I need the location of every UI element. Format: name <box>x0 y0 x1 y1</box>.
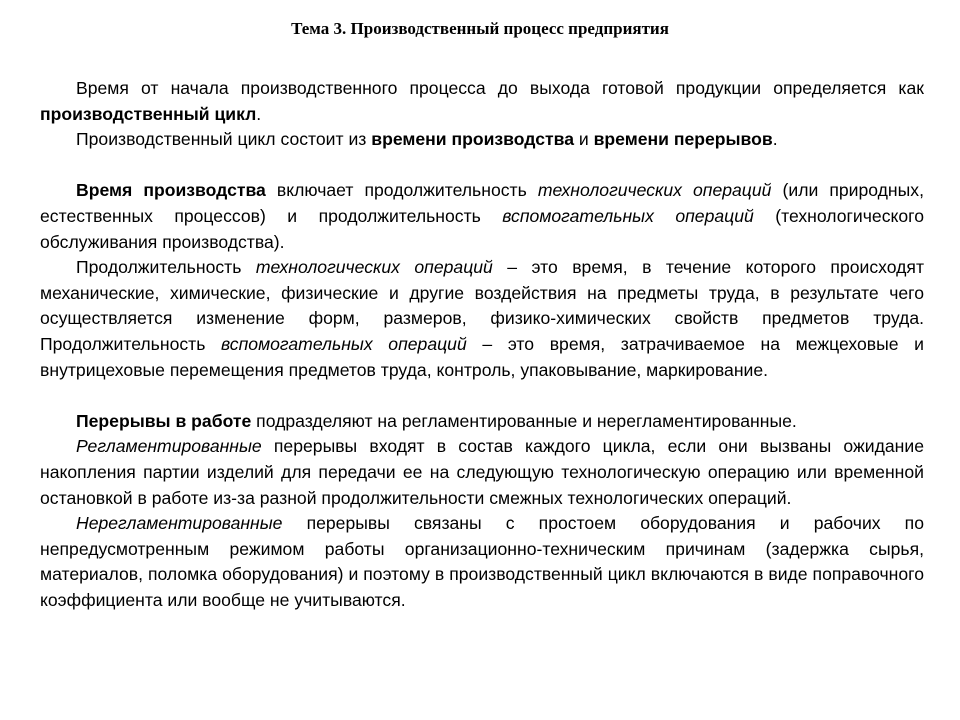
text: – это время, в течение которого происходят механические, химические, физические и другие воздействия на предметы труда, в результате чего осуществляется изменение форм, размеров, физико-химических свойств предметов труда. Продолжительность <box>40 257 924 354</box>
term-technological-operations: технологических операций <box>255 257 493 278</box>
spacer <box>40 383 924 409</box>
term-breaks-in-work: Перерывы в работе <box>76 410 252 431</box>
paragraph-cycle-composition <box>40 127 924 153</box>
text: Производственный цикл состоит из <box>76 129 372 150</box>
text: Продолжительность <box>76 257 256 278</box>
paragraph-production-time <box>40 178 924 255</box>
paragraph-breaks <box>40 409 924 435</box>
term-production-cycle: производственный цикл <box>40 103 257 124</box>
term-break-time: времени перерывов <box>593 129 773 150</box>
text: (технологического обслуживания производства). <box>40 205 924 252</box>
text: – это время, затрачиваемое на межцеховые и внутрицеховые перемещения предметов труда, контроль, упаковывание, маркирование. <box>40 333 925 380</box>
term-auxiliary-operations: вспомогательных операций <box>502 205 754 226</box>
term-auxiliary-operations: вспомогательных операций <box>221 333 467 354</box>
term-production-time-heading: Время производства <box>76 180 266 201</box>
term-technological-operations: технологических операций <box>537 180 772 201</box>
term-regulated: Регламентированные <box>76 436 262 457</box>
text: Время от начала производственного процесса до выхода готовой продукции определяется как <box>76 78 924 98</box>
paragraph-operations-duration <box>40 255 924 383</box>
text: перерывы входят в состав каждого цикла, если они вызваны ожидание накопления партии изделий для передачи ее на следующую технологическую операцию или временной остановкой в работе из-за разной продолжительности смежных технологических операций. <box>40 436 924 508</box>
text: включает продолжительность <box>265 180 538 201</box>
text: . <box>256 103 262 124</box>
paragraph-regulated-breaks <box>40 434 924 511</box>
text: (или природных, естественных процессов) и продолжительность <box>40 180 924 226</box>
term-production-time: времени производства <box>371 129 574 150</box>
term-unregulated: Нерегламентированные <box>76 513 283 534</box>
page-title: Тема 3. Производственный процесс предприятия <box>291 19 669 38</box>
spacer <box>40 153 924 179</box>
body-text <box>40 76 924 613</box>
text: подразделяют на регламентированные и нерегламентированные. <box>251 410 797 431</box>
text: и <box>573 129 594 150</box>
text: перерывы связаны с простоем оборудования и рабочих по непредусмотренным режимом работы организационно-техническим причинам (задержка сырья, материалов, поломка оборудования) и поэтому в производственный цикл включаются в виде поправочного коэффициента или вообще не учитываются. <box>40 513 924 610</box>
paragraph-production-cycle <box>40 76 924 127</box>
text: . <box>772 129 778 150</box>
paragraph-unregulated-breaks <box>40 511 924 613</box>
